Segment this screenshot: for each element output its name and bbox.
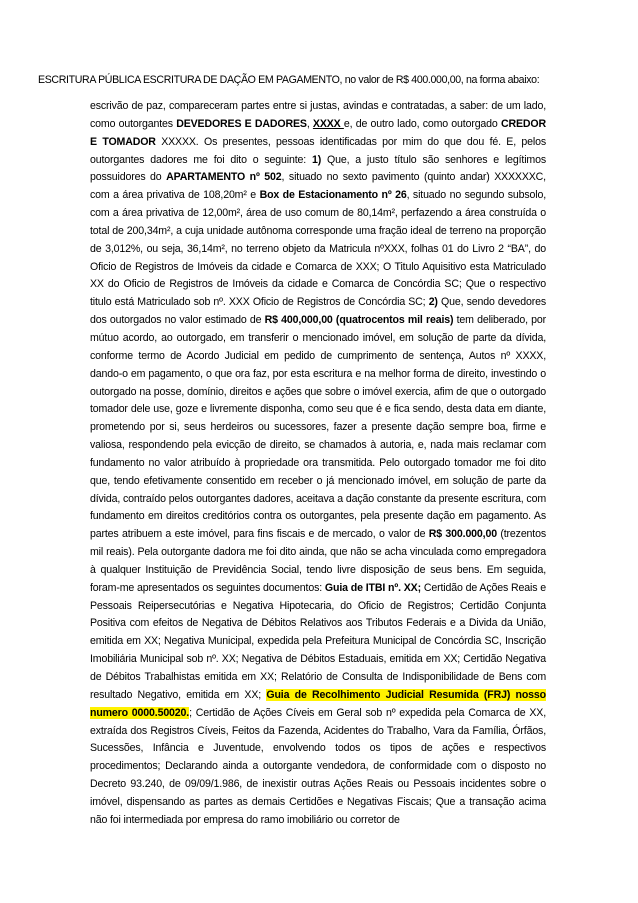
apartment-reference: APARTAMENTO nº 502: [166, 171, 282, 184]
outorgado-label: CREDOR E TOMADOR: [90, 117, 546, 148]
body-text-segment: tem deliberado, por mútuo acordo, ao outorgado, em transferir o mencionado imóvel, em solução de parte da dívida, conforme termo de Acordo Judicial em pedido de cumprimento de sentença, Autos nº XXXX, dando-o em pagamento, o que ora faz, por esta escritura e na melhor forma de direito, investindo o outorgado na posse, domínio, direitos e ações que sobre o imóvel exercia, afim de que o outorgado tomador dele use, goze e livremente disponha, como seu que é e fica sendo, desta data em diante, prometendo por si, seus herdeiros ou sucessores, fazer a presente dação sempre boa, firme e valiosa, respondendo pela evicção de direito, se chamados à autoria, e, nada mais reclamar com fundamento no valor atribuído à propriedade ora transmitida. Pelo outorgado tomador me foi dito que, tendo efetivamente consentido em receber o já mencionado imóvel, em solução de parte da dívida, contraído pelos outorgantes dadores, aceitava a dação constante da presente escritura, com fundamento em direitos creditórios contra os outorgantes, pela presente dação em pagamento. As partes atribuem a este imóvel, para fins fiscais e de mercado, o valor de: [90, 314, 546, 541]
body-text-segment: XXXXX. Os presentes, pessoas identificadas por mim do que dou fé. E, pelos outorgantes dadores me foi dito o seguinte:: [90, 135, 546, 166]
body-text-segment: (trezentos mil reais). Pela outorgante dadora me foi dito ainda, que não se acha vinculada como empregadora à qualquer Instituição de Previdência Social, tendo livre disposição de seus bens. Em seguida, foram-me apresentados os seguintes documentos:: [90, 528, 546, 594]
body-text-segment: , situado no sexto pavimento (quinto andar) XXXXXXC, com a área privativa de 108,20m² e: [90, 171, 546, 202]
outorgantes-name: XXXX: [312, 117, 344, 130]
debt-amount: R$ 400,000,00 (quatrocentos mil reais): [264, 314, 454, 327]
body-text-segment: Que, a justo título são senhores e legítimos possuidores do: [90, 153, 546, 184]
body-text-segment: ,: [306, 117, 313, 130]
itbi-guide-reference: Guia de ITBI nº. XX;: [324, 581, 421, 594]
frj-guide-highlight: Guia de Recolhimento Judicial Resumida (FRJ) nosso numero 0000.50020.: [90, 688, 546, 719]
clause-number-2: 2): [428, 296, 438, 309]
clause-number-1: 1): [311, 153, 322, 166]
body-text-segment: e, de outro lado, como outorgado: [343, 117, 501, 130]
body-text-segment: ; Certidão de Ações Cíveis em Geral sob nº expedida pela Comarca de XX, extraída dos Registros Cíveis, Feitos da Fazenda, Acidentes do Trabalho, Vara da Família, Órfãos, Sucessões, Infância e Juventude, envolvendo todos os tipos de ações e respectivos procedimentos; Declarando ainda a outorgante vendedora, de conformidade com o disposto no Decreto 93.240, de 09/09/1.986, de inexistir outras Ações Reais ou Pessoais incidentes sobre o imóvel, dispensando as partes as demais Certidões e Negativas Fiscais; Que a transação acima não foi intermediada por empresa do ramo imobiliário ou corretor de: [90, 706, 546, 826]
body-text-segment: escrivão de paz, compareceram partes entre si justas, avindas e contratadas, a saber: de um lado, como outorgantes: [90, 100, 546, 130]
outorgantes-label: DEVEDORES E DADORES: [176, 117, 307, 130]
document-heading: ESCRITURA PÚBLICA ESCRITURA DE DAÇÃO EM PAGAMENTO, no valor de R$ 400.000,00, na forma abaixo:: [38, 74, 540, 86]
property-value: R$ 300.000,00: [428, 528, 497, 541]
body-text-segment: Que, sendo devedores dos outorgados no valor estimado de: [90, 296, 547, 327]
body-text-segment: , situado no segundo subsolo, com a área privativa de 12,00m², área de uso comum de 80,14m², perfazendo a área construída o total de 200,34m², a cuja unidade autônoma corresponde uma fração ideal de terreno na proporção de 3,012%, ou seja, 36,14m², no terreno objeto da Matricula nºXXX, folhas 01 do Livro 2 “BA”, do Oficio de Registros de Imóveis da cidade e Comarca de XXX; O Titulo Aquisitivo esta Matriculado XX do Oficio de Registros de Imóveis da cidade e Comarca de Concórdia SC; Que o respectivo titulo está Matriculado sob nº. XXX Oficio de Registros de Concórdia SC;: [90, 189, 546, 309]
body-text-segment: Certidão de Ações Reais e Pessoais Reipersecutórias e Negativa Hipotecaria, do Oficio de Registros; Certidão Conjunta Positiva com efeitos de Negativa de Débitos Relativos aos Tributos Federais e a Divida da União, emitida em XX; Negativa Municipal, expedida pela Prefeitura Municipal de Concórdia SC, Inscrição Imobiliária Municipal sob nº. XX; Negativa de Débitos Estaduais, emitida em XX; Certidão Negativa de Débitos Trabalhistas emitida em XX; Relatório de Consulta de Indisponibilidade de Bens com resultado Negativo, emitida em XX;: [90, 581, 546, 701]
parking-box-reference: Box de Estacionamento nº 26: [259, 189, 407, 202]
document-body: [90, 98, 546, 830]
